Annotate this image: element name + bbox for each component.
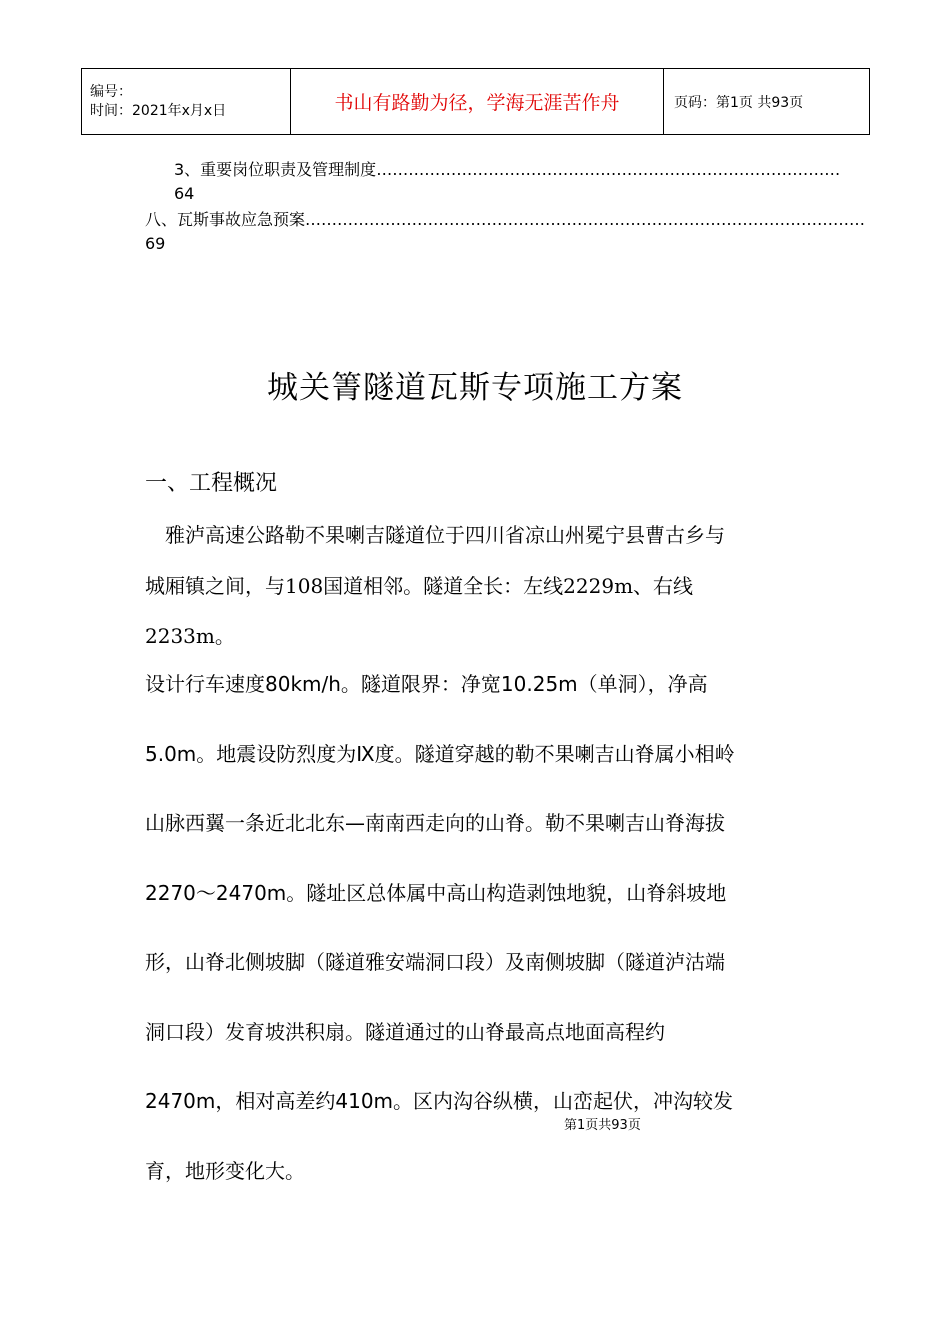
motto: 书山有路勤为径，学海无涯苦作舟	[291, 69, 664, 135]
body-line: 2233m。	[145, 624, 235, 648]
toc-entry[interactable]: 八、瓦斯事故应急预案…………………………………………………………………………………………… 69	[145, 208, 806, 256]
toc-entry[interactable]: 3、重要岗位职责及管理制度…………………………………………………………………………… 64	[174, 158, 806, 206]
page-info: 页码：第1页 共93页	[664, 69, 870, 135]
body-line: 城厢镇之间，与108国道相邻。隧道全长：左线2229m、右线	[145, 574, 694, 598]
header-table	[81, 68, 870, 135]
number-label: 编号：	[90, 83, 132, 100]
body-line: 设计行车速度80km/h。隧道限界：净宽10.25m（单洞），净高	[145, 672, 708, 696]
body-line: 雅泸高速公路勒不果喇吉隧道位于四川省凉山州冕宁县曹古乡与	[145, 523, 725, 547]
section-heading: 一、工程概况	[145, 471, 278, 496]
page-footer: 第1页共93页	[564, 1118, 641, 1133]
body-line: 2470m，相对高差约410m。区内沟谷纵横，山峦起伏，冲沟较发	[145, 1089, 734, 1113]
body-line: 洞口段）发育坡洪积扇。隧道通过的山脊最高点地面高程约	[145, 1020, 665, 1044]
toc-entry-text: 八、瓦斯事故应急预案	[145, 210, 306, 229]
toc-entry-page: 64	[174, 184, 195, 203]
toc-entry-page: 69	[145, 234, 166, 253]
body-line: 形，山脊北侧坡脚（隧道雅安端洞口段）及南侧坡脚（隧道泸沽端	[145, 950, 725, 974]
toc-entry-text: 3、重要岗位职责及管理制度	[174, 160, 377, 179]
body-line: 5.0m。地震设防烈度为Ⅸ度。隧道穿越的勒不果喇吉山脊属小相岭	[145, 742, 735, 766]
body-line: 育，地形变化大。	[145, 1159, 305, 1183]
header-meta-cell	[82, 69, 291, 135]
body-line: 山脉西翼一条近北北东—南南西走向的山脊。勒不果喇吉山脊海拔	[145, 811, 725, 835]
time-label: 时间：2021年x月x日	[90, 102, 227, 119]
body-line: 2270～2470m。隧址区总体属中高山构造剥蚀地貌，山脊斜坡地	[145, 881, 727, 905]
document-title: 城关箐隧道瓦斯专项施工方案	[267, 370, 683, 406]
